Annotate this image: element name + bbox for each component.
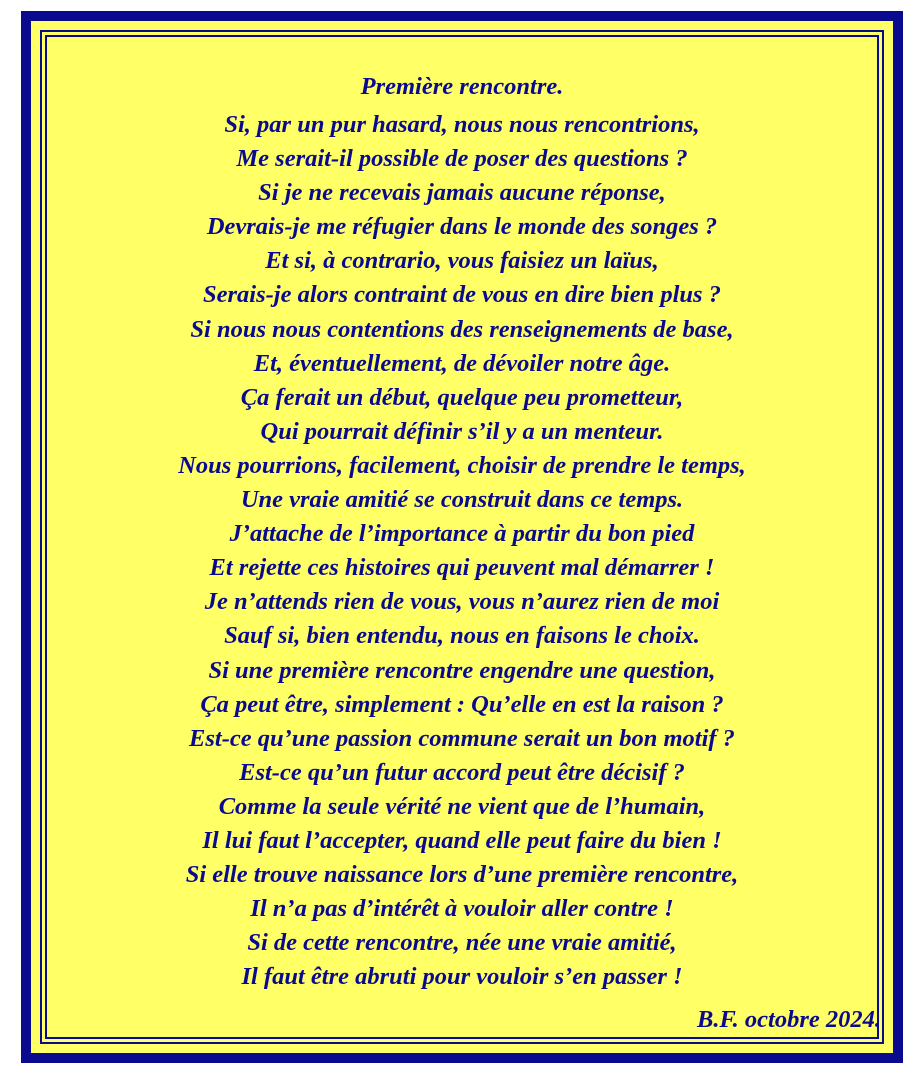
poem-line: Ça ferait un début, quelque peu prometteur,	[240, 383, 684, 411]
poem-frame	[21, 11, 903, 1063]
poem-line: Serais-je alors contraint de vous en dire bien plus ?	[203, 281, 721, 309]
poem-verse	[31, 108, 893, 994]
poem-line: Et, éventuellement, de dévoiler notre âge.	[253, 349, 671, 377]
poem-line: Il faut être abruti pour vouloir s’en passer !	[241, 963, 683, 991]
poem-line: Nous pourrions, facilement, choisir de prendre le temps,	[178, 451, 746, 479]
poem-line: Si je ne recevais jamais aucune réponse,	[258, 179, 666, 207]
poem-line: Il lui faut l’accepter, quand elle peut faire du bien !	[202, 826, 722, 854]
poem-line: Devrais-je me réfugier dans le monde des songes ?	[206, 213, 718, 241]
poem-line: Me serait-il possible de poser des questions ?	[236, 145, 688, 173]
poem-line: Si une première rencontre engendre une question,	[208, 656, 716, 684]
poem-line: Qui pourrait définir s’il y a un menteur.	[260, 417, 664, 445]
poem-line: Est-ce qu’une passion commune serait un bon motif ?	[189, 724, 735, 752]
poem-signature: B.F. octobre 2024.	[697, 1006, 881, 1033]
poem-line: Je n’attends rien de vous, vous n’aurez rien de moi	[204, 588, 720, 616]
poem-line: Si, par un pur hasard, nous nous rencontrions,	[224, 111, 700, 138]
poem-line: Et rejette ces histoires qui peuvent mal démarrer !	[209, 554, 715, 582]
poem-title: Première rencontre.	[360, 73, 564, 100]
poem-line: Il n’a pas d’intérêt à vouloir aller contre !	[250, 895, 674, 923]
poem-line: Et si, à contrario, vous faisiez un laïus,	[265, 247, 659, 275]
poem-line: Ça peut être, simplement : Qu’elle en est la raison ?	[200, 690, 724, 718]
poem-line: Si elle trouve naissance lors d’une première rencontre,	[185, 861, 739, 889]
poem-line: Une vraie amitié se construit dans ce temps.	[240, 486, 684, 514]
poem-line: Sauf si, bien entendu, nous en faisons le choix.	[224, 622, 700, 650]
poem-line: Si nous nous contentions des renseignements de base,	[190, 315, 734, 343]
poem-line: Comme la seule vérité ne vient que de l’humain,	[218, 792, 706, 820]
poem-line: Est-ce qu’un futur accord peut être décisif ?	[239, 758, 685, 786]
poem-line: Si de cette rencontre, née une vraie amitié,	[247, 929, 677, 957]
poem-line: J’attache de l’importance à partir du bon pied	[229, 520, 695, 548]
poem-body	[31, 72, 893, 994]
